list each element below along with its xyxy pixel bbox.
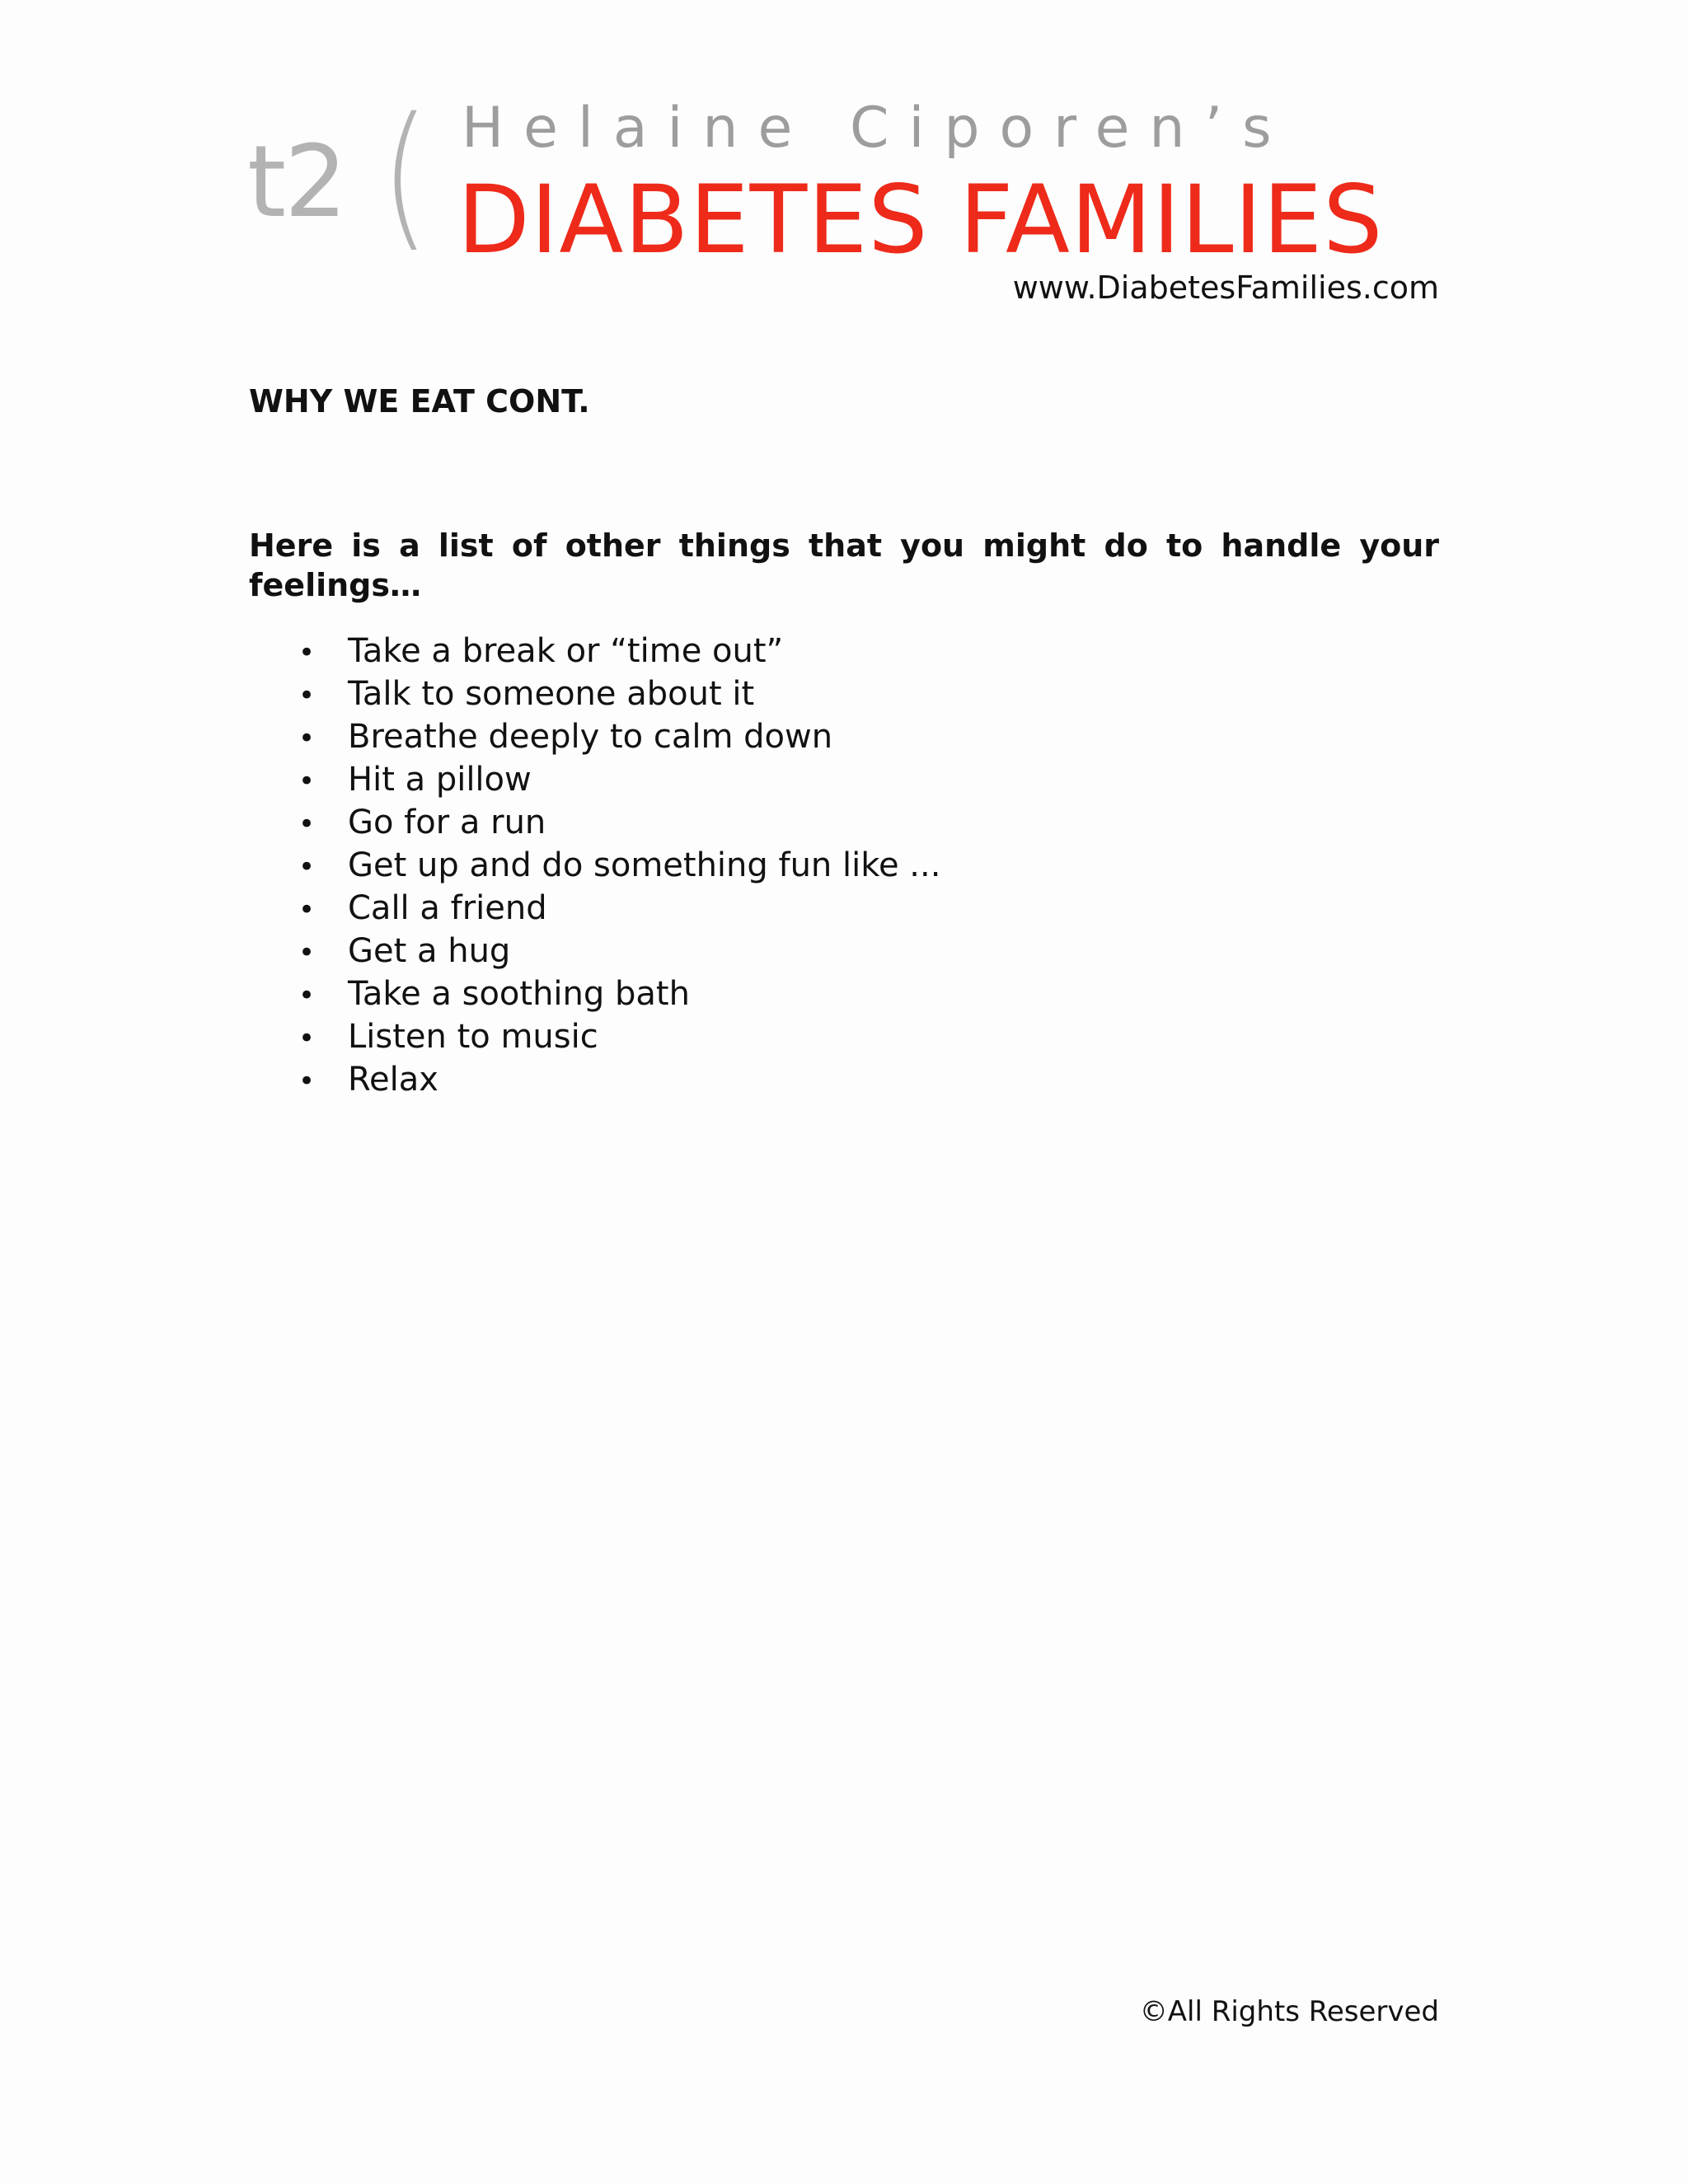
list-item <box>298 887 940 930</box>
bullet-icon: • <box>298 1065 316 1098</box>
list-item <box>298 715 940 758</box>
bullet-icon: • <box>298 808 316 841</box>
copyright-notice: ©All Rights Reserved <box>1139 1995 1439 2028</box>
list-item-text: Go for a run <box>348 804 546 841</box>
list-item-text: Take a soothing bath <box>348 975 690 1013</box>
logo-t2-mark: t2 <box>247 125 346 240</box>
bullet-icon: • <box>298 979 316 1012</box>
list-item <box>298 1015 940 1058</box>
list-item <box>298 801 940 844</box>
list-item-text: Get a hug <box>348 932 511 970</box>
list-item <box>298 630 940 673</box>
bullet-icon: • <box>298 893 316 926</box>
list-item-text: Take a break or “time out” <box>348 632 784 670</box>
logo-paren-mark: ( <box>381 84 430 266</box>
list-item <box>298 844 940 887</box>
list-item-text: Hit a pillow <box>348 761 532 799</box>
list-item-text: Get up and do something fun like ... <box>348 846 941 884</box>
list-item <box>298 930 940 972</box>
bullet-icon: • <box>298 636 316 669</box>
logo-author-line: Helaine Ciporen’s <box>462 96 1292 161</box>
section-heading: WHY WE EAT CONT. <box>249 383 590 419</box>
bullet-icon: • <box>298 765 316 798</box>
bullet-icon: • <box>298 722 316 755</box>
intro-paragraph: Here is a list of other things that you might do to handle your feelings… <box>249 527 1439 603</box>
logo <box>0 0 1688 330</box>
list-item <box>298 758 940 801</box>
logo-brand-title: DIABETES FAMILIES <box>457 165 1384 274</box>
list-item <box>298 972 940 1015</box>
list-item-text: Breathe deeply to calm down <box>348 718 833 756</box>
bullet-icon: • <box>298 1022 316 1055</box>
list-item-text: Relax <box>348 1061 438 1099</box>
bullet-icon: • <box>298 936 316 969</box>
bullet-icon: • <box>298 679 316 712</box>
list-item <box>298 673 940 715</box>
list-item <box>298 1058 940 1101</box>
website-url: www.DiabetesFamilies.com <box>1012 269 1439 306</box>
list-item-text: Talk to someone about it <box>348 675 755 713</box>
bullet-icon: • <box>298 851 316 883</box>
coping-list <box>298 630 940 1101</box>
list-item-text: Listen to music <box>348 1018 598 1056</box>
list-item-text: Call a friend <box>348 889 547 927</box>
